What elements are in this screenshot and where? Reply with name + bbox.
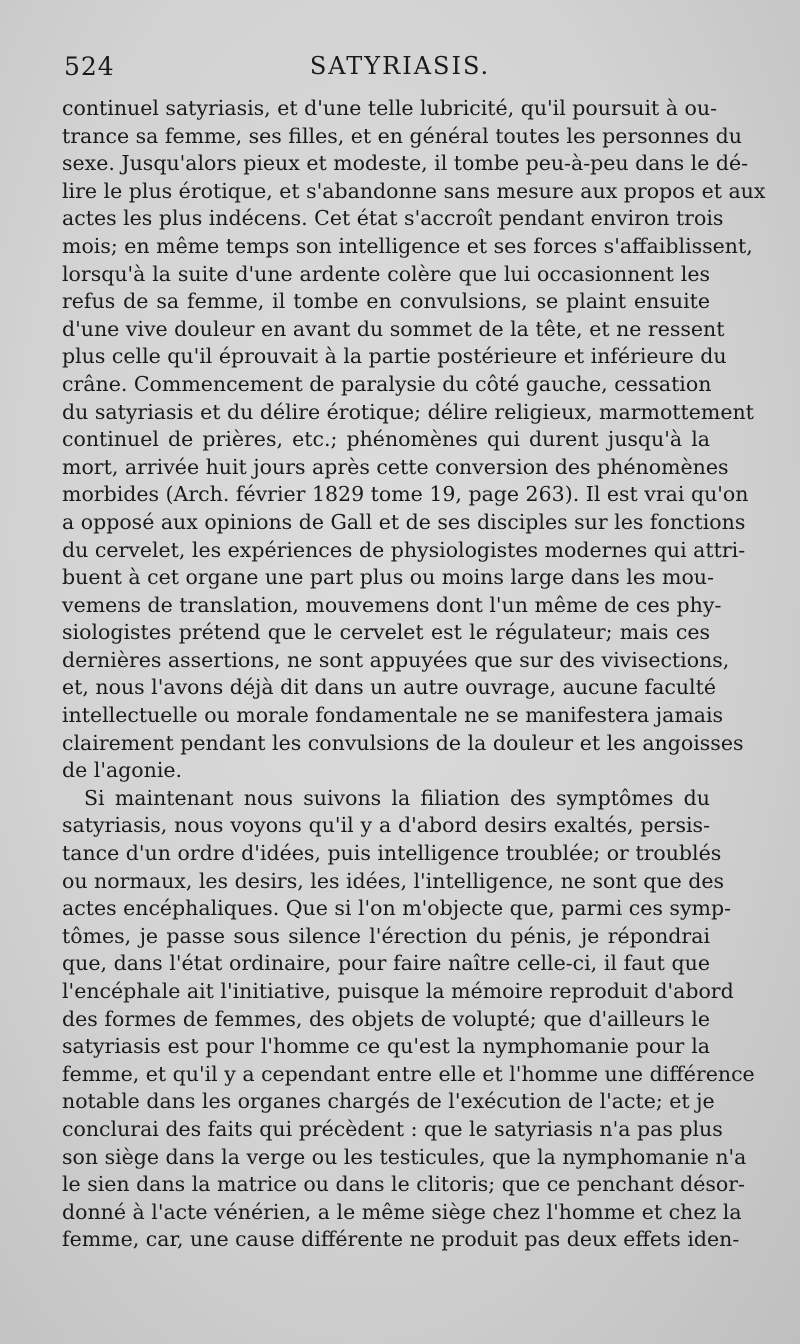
text-line: le sien dans la matrice ou dans le clitoris; que ce penchant désor- <box>62 1172 745 1197</box>
text-line: actes encéphaliques. Que si l'on m'objecte que, parmi ces symp- <box>62 896 732 921</box>
text-line: satyriasis, nous voyons qu'il y a d'abord desirs exaltés, persis- <box>62 813 710 838</box>
text-line: notable dans les organes chargés de l'exécution de l'acte; et je <box>62 1089 715 1114</box>
text-line: mois; en même temps son intelligence et ses forces s'affaiblissent, <box>62 233 753 258</box>
text-line: du cervelet, les expériences de physiologistes modernes qui attri- <box>62 537 746 562</box>
text-line: intellectuelle ou morale fondamentale ne se manifestera jamais <box>62 703 724 728</box>
text-line: clairement pendant les convulsions de la douleur et les angoisses <box>62 730 744 755</box>
text-line: plus celle qu'il éprouvait à la partie postérieure et inférieure du <box>62 344 727 369</box>
text-line: d'une vive douleur en avant du sommet de la tête, et ne ressent <box>62 316 725 341</box>
text-line: femme, et qu'il y a cependant entre elle et l'homme une différence <box>62 1061 755 1086</box>
text-line: ou normaux, les desirs, les idées, l'intelligence, ne sont que des <box>62 868 725 893</box>
text-line: que, dans l'état ordinaire, pour faire naître celle-ci, il faut que <box>62 951 710 976</box>
body-text <box>62 95 766 1254</box>
text-line: sexe. Jusqu'alors pieux et modeste, il tombe peu-à-peu dans le dé- <box>62 151 749 176</box>
text-line: mort, arrivée huit jours après cette conversion des phénomènes <box>62 454 729 479</box>
text-line: lire le plus érotique, et s'abandonne sans mesure aux propos et aux <box>62 178 766 203</box>
text-line: donné à l'acte vénérien, a le même siège chez l'homme et chez la <box>62 1199 742 1224</box>
text-line: et, nous l'avons déjà dit dans un autre ouvrage, aucune faculté <box>62 675 716 700</box>
text-line: continuel de prières, etc.; phénomènes qui durent jusqu'à la <box>62 427 710 452</box>
text-line: du satyriasis et du délire érotique; délire religieux, marmottement <box>62 399 754 424</box>
text-line: actes les plus indécens. Cet état s'accroît pendant environ trois <box>62 206 724 231</box>
text-line: siologistes prétend que le cervelet est le régulateur; mais ces <box>62 620 710 645</box>
text-line: lorsqu'à la suite d'une ardente colère que lui occasionnent les <box>62 261 710 286</box>
text-line: vemens de translation, mouvemens dont l'un même de ces phy- <box>62 592 722 617</box>
text-line: buent à cet organe une part plus ou moins large dans les mou- <box>62 565 714 590</box>
text-line: a opposé aux opinions de Gall et de ses disciples sur les fonctions <box>62 509 746 534</box>
text-line: conclurai des faits qui précèdent : que le satyriasis n'a pas plus <box>62 1116 723 1141</box>
running-title: SATYRIASIS. <box>309 52 491 80</box>
text-line: des formes de femmes, des objets de volupté; que d'ailleurs le <box>62 1006 710 1031</box>
text-line: morbides (Arch. février 1829 tome 19, page 263). Il est vrai qu'on <box>62 482 749 507</box>
text-line: dernières assertions, ne sont appuyées que sur des vivisections, <box>62 647 730 672</box>
text-line: continuel satyriasis, et d'une telle lubricité, qu'il poursuit à ou- <box>62 96 718 120</box>
paragraph <box>62 95 766 785</box>
text-line: son siège dans la verge ou les testicules, que la nymphomanie n'a <box>62 1144 747 1169</box>
page-number: 524 <box>64 52 115 81</box>
text-line: refus de sa femme, il tombe en convulsions, se plaint ensuite <box>62 289 710 314</box>
text-line: trance sa femme, ses filles, et en général toutes les personnes du <box>62 123 742 148</box>
text-line: femme, car, une cause différente ne produit pas deux effets iden- <box>62 1227 740 1252</box>
text-line: crâne. Commencement de paralysie du côté gauche, cessation <box>62 371 712 396</box>
text-line: tance d'un ordre d'idées, puis intelligence troublée; or troublés <box>62 841 722 866</box>
text-line: satyriasis est pour l'homme ce qu'est la nymphomanie pour la <box>62 1034 710 1059</box>
text-line: de l'agonie. <box>62 758 183 783</box>
text-line: tômes, je passe sous silence l'érection du pénis, je répondrai <box>62 923 710 948</box>
text-line: l'encéphale ait l'initiative, puisque la mémoire reproduit d'abord <box>62 979 734 1003</box>
text-line: Si maintenant nous suivons la filiation des symptômes du <box>84 785 710 810</box>
paragraph <box>62 785 755 1254</box>
